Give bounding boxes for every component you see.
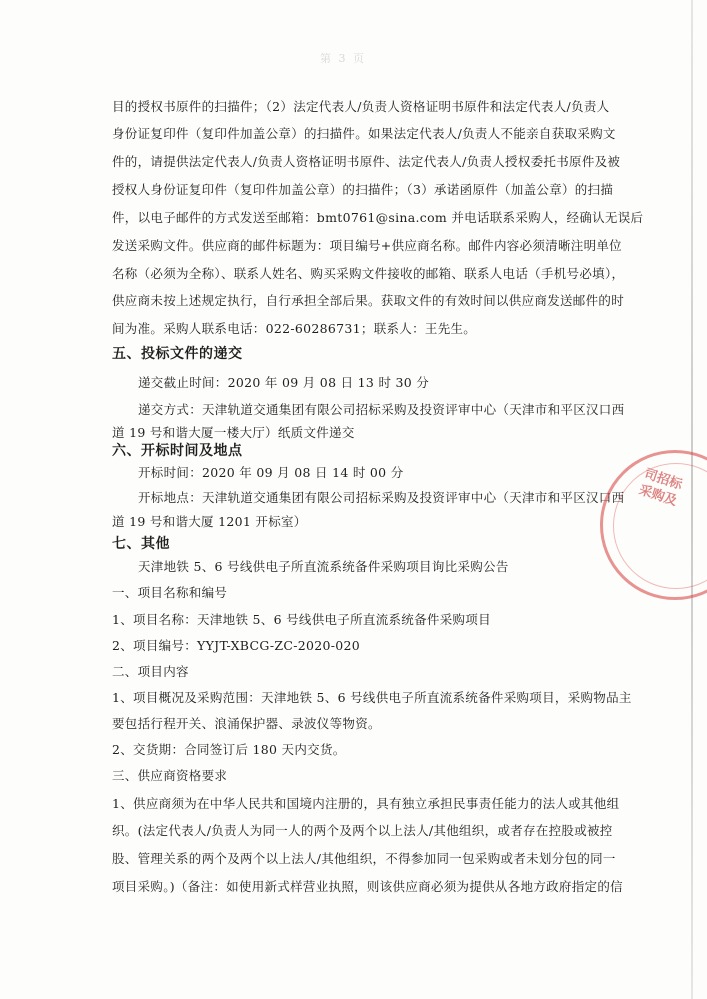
body-line: 件，以电子邮件的方式发送至邮箱：bmt0761@sina.com 并电话联系采购人，经确认无误后 <box>112 210 644 225</box>
section-heading-5: 五、投标文件的递交 <box>112 346 243 362</box>
body-line: 身份证复印件（复印件加盖公章）的扫描件。如果法定代表人/负责人不能亲自获取采购文 <box>112 126 616 141</box>
body-line: 间为准。采购人联系电话：022-60286731；联系人：王先生。 <box>112 321 477 336</box>
section-heading-6: 六、开标时间及地点 <box>112 443 243 459</box>
body-line: 名称（必须为全称）、联系人姓名、购买采购文件接收的邮箱、联系人电话（手机号必填）， <box>112 266 625 281</box>
delivery-period: 2、交货期：合同签订后 180 天内交货。 <box>112 742 346 757</box>
submission-method: 递交方式：天津轨道交通集团有限公司招标采购及投资评审中心（天津市和平区汉口西 <box>138 402 625 417</box>
project-scope: 1、项目概况及采购范围：天津地铁 5、6 号线供电子所直流系统备件采购项目，采购物品主 <box>112 690 632 705</box>
item-heading: 三、供应商资格要求 <box>112 768 228 783</box>
body-line: 供应商未按上述规定执行，自行承担全部后果。获取文件的有效时间以供应商发送邮件的时 <box>112 293 625 308</box>
seal-text: 司招标采购及 <box>637 466 685 510</box>
qualification-line: 织。(法定代表人/负责人为同一人的两个及两个以上法人/其他组织，或者存在控股或被控 <box>112 823 613 838</box>
submission-deadline: 递交截止时间：2020 年 09 月 08 日 13 时 30 分 <box>138 375 430 390</box>
opening-time: 开标时间：2020 年 09 月 08 日 14 时 00 分 <box>138 465 404 480</box>
qualification-line: 股、管理关系的两个及两个以上法人/其他组织，不得参加同一包采购或者未划分包的同一 <box>112 851 616 866</box>
submission-method-cont: 道 19 号和谐大厦一楼大厅）纸质文件递交 <box>112 425 355 440</box>
body-line: 件的，请提供法定代表人/负责人资格证明书原件、法定代表人/负责人授权委托书原件及被 <box>112 154 621 169</box>
announcement-title: 天津地铁 5、6 号线供电子所直流系统备件采购项目询比采购公告 <box>138 559 509 574</box>
body-line: 目的授权书原件的扫描件；（2）法定代表人/负责人资格证明书原件和法定代表人/负责人 <box>112 99 610 114</box>
project-number: 2、项目编号：YYJT-XBCG-ZC-2020-020 <box>112 638 361 653</box>
project-name: 1、项目名称：天津地铁 5、6 号线供电子所直流系统备件采购项目 <box>112 612 491 627</box>
item-heading: 二、项目内容 <box>112 664 189 679</box>
body-line: 授权人身份证复印件（复印件加盖公章）的扫描件；（3）承诺函原件（加盖公章）的扫描 <box>112 182 614 197</box>
company-seal <box>600 450 707 600</box>
opening-place-cont: 道 19 号和谐大厦 1201 开标室） <box>112 514 307 529</box>
page-mark: 第 3 页 <box>320 52 366 65</box>
qualification-line: 1、供应商须为在中华人民共和国境内注册的，具有独立承担民事责任能力的法人或其他组 <box>112 796 620 811</box>
project-scope-cont: 要包括行程开关、浪涌保护器、录波仪等物资。 <box>112 716 381 731</box>
body-line: 发送采购文件。供应商的邮件标题为：项目编号+供应商名称。邮件内容必须清晰注明单位 <box>112 238 622 253</box>
qualification-line: 项目采购。)（备注：如使用新式样营业执照，则该供应商必须为提供从各地方政府指定的信 <box>112 879 623 894</box>
section-heading-7: 七、其他 <box>112 536 170 552</box>
item-heading: 一、项目名称和编号 <box>112 585 228 600</box>
opening-place: 开标地点：天津轨道交通集团有限公司招标采购及投资评审中心（天津市和平区汉口西 <box>138 490 625 505</box>
